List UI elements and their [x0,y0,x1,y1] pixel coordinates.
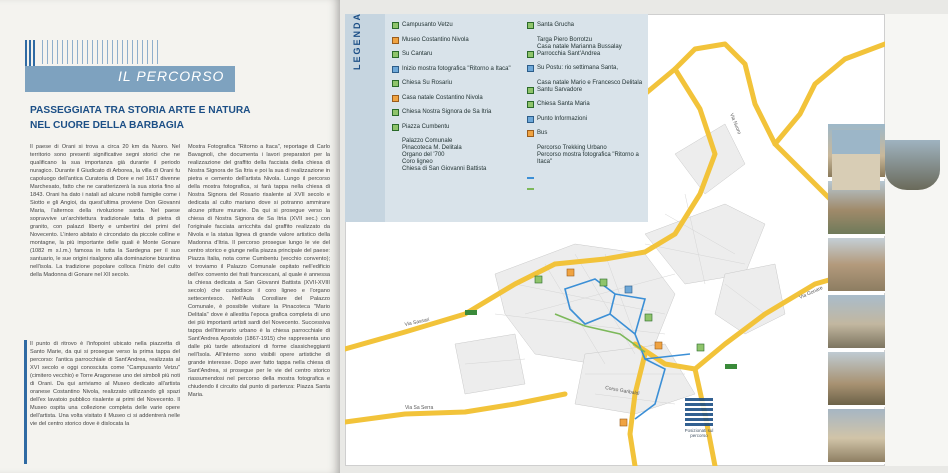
headline-line: NEL CUORE DELLA BARBAGIA [30,120,184,131]
house-icon [655,342,662,349]
fountain-icon [392,51,399,58]
legend-item [527,145,645,152]
church-icon [392,22,399,29]
photo-bowl [885,140,940,190]
bus-icon [527,130,534,137]
square-icon [392,124,399,131]
legend-item [392,66,520,73]
page-edge [885,14,948,466]
section-title: IL PERCORSO [118,68,225,84]
quote-bar [24,340,27,464]
legend-item-label: Organo del '700 [402,152,445,158]
church-icon [527,101,534,108]
legend-item [527,22,645,29]
svg-text:Via Gonare: Via Gonare [798,285,824,301]
legend-item [527,101,645,108]
legend-item [527,44,645,51]
legend-item [392,22,520,29]
legend-item-label: Targa Piero Borrotzu [537,36,593,43]
headline-line: PASSEGGIATA TRA STORIA ARTE E NATURA [30,105,251,116]
legend-item [392,159,520,166]
legend-item [527,87,645,94]
road-number-badge [465,310,477,315]
photo-line-sample [527,188,534,190]
qr-code[interactable] [685,398,713,426]
photo-icon [625,286,632,293]
legend-item [527,51,645,58]
church-icon [527,51,534,58]
legend-item [527,130,645,137]
photo-chapel [828,409,885,464]
legend-item-label: Chiesa Nostra Signora de Sa Itria [402,109,492,115]
legend-item-label: Museo Costantino Nivola [402,36,469,43]
legend-item [392,152,520,159]
legend-side-tab [345,11,385,222]
church-icon [535,276,542,283]
left-page [0,0,340,473]
svg-text:Corso Garibaldi: Corso Garibaldi [604,385,640,398]
legend-item [392,95,520,102]
qr-label: Posizionati sul percorso [684,428,714,438]
bus-icon [620,419,627,426]
legend-item-label: Casa natale Marianna Bussalay [537,43,622,50]
legend-item-label: Inizio mostra fotografica "Ritorno a Itaca" [402,65,511,72]
photo-facade [828,295,885,350]
legend-item [527,65,645,72]
legend-item-label: Bus [537,130,548,136]
legend-item-label: Santa Grucha [537,22,575,28]
photo-building [828,238,885,293]
body-column-1: Il paese di Orani si trova a circa 20 km da Nuoro. Nel territorio sono presenti significative segni storici che ne qualificano la sua importanza già durante il periodo nuragico. Durante il Giudicato di Arborea, la villa di Orani fu capoluogo dell'antica Curatoria di Dore e nel 1617 divenne Marchesato, fatto che ne caratterizzerà la sua storia fino al 1843. Orani ha dato i natali ad alcune nobili famiglie come i Siotto e gli Angioi, da quest'ultima proviene Don Giovanni Maria, l'alternos della rivoluzione sarda. Nel paese sopravvive un'architettura tradizionale fatta di pietra di granito, con palazzi liberty e umbertini dei primi del Novecento. L'intero abitato è circondato da piccole colline e montagne, la più importante delle quali è Monte Gonare (1082 m s.l.m.) famosa in tutta la Sardegna per il suo santuario, le sue origini risalgono alla dominazione bizantina nell'isola. La tradizione popolare colloca l'inizio del culto della Madonna di Gonare nel XII secolo. [30,144,180,278]
legend-item [392,145,520,152]
church-icon [600,279,607,286]
church-icon [392,109,399,116]
body-column-1b: Il punto di ritrovo è l'infopoint ubicato nella piazzetta di Santo Marie, da qui si prosegue verso la prima tappa del percorso: l'antica parrocchiale di Sant'Andrea, realizzata al XVI secolo e oggi conosciuta come "Campusanto Vetzu" (cimitero vecchio) e Torre Aragonese uno dei simboli più noti di Orani. Da qui arriviamo al Museo dedicato all'artista oranese Costantino Nivola, realizzato utilizzando gli spazi dell'ex lavatoio pubblico risalente ai primi del Novecento. Il Museo ospita una collezione completa delle varie opere dell'artista. Una volta visitato il Museo ci si addentrerà nelle vie del centro storico dove è dislocata la [30,341,180,427]
svg-text:Via Sa Serra: Via Sa Serra [405,405,434,411]
legend-title: LEGENDA [352,11,362,70]
body-column-2: Mostra Fotografica "Ritorno a Itaca", reportage di Carlo Bavagnoli, che documenta i lavori preparatori per la realizzazione del graffito della facciata della chiesa di Nostra Signora de Sa Itria e poi la sua di realizzazione in pietra e cemento dell'artista Nivola. Lungo il percorso della mostra fotografica, si farà tappa nella chiesa di Nostra Signora del Rosario risalente al XVII secolo e dedicata al culto mariano dove si potranno ammirare alcune pitture murarie. Da qui si prosegue verso la chiesa di Nostra Signora de Sa Itria (XVII sec.) con l'originale facciata arricchita dal graffito realizzato da Nivola e la statua lignea di grande valore artistico della Madonna d'Itria. Il percorso prosegue lungo le vie del centro storico e giunge nella piazza principale del paese: Piazza Italia, nota come Cumbentu (vecchio convento); vi troviamo il Palazzo Comunale ospitato nell'edificio dell'ex convento dei frati francescani, al quale è annessa la chiesa dedicata a San Giovanni Battista (XVII-XVIII secolo) che custodisce il coro ligneo e l'organo settecentesco. Nell'Aula Consiliare del Palazzo Comunale, è possibile visitare la Pinacoteca "Mario Delitala" dove è allestita l'epoca grafica completa di uno dei più importanti artisti sardi del Novecento. Successiva tappa dell'itinerario urbano è la chiesa parrocchiale di Sant'Andrea Apostolo (1867-1915) che rappresenta uno dalle più tarde attestazioni di forme classicheggianti nell'Isola. All'interno sono visibili opere artistiche di grande interesse. Dopo aver fatto tappa nella chiesa di Sant'Andrea, si prosegue per le vie del centro storico riassumendosi nel percorso della mostra fotografica e chiudendo il circuito dal punto di partenza: Piazza Santa Maria. [188,144,330,398]
headline [30,103,330,133]
legend-item-label: Coro ligneo [402,159,433,165]
church-icon [392,80,399,87]
legend-item-label: Percorso mostra fotografica "Ritorno a Itaca" [537,151,639,165]
legend-item [392,109,520,116]
info-icon [527,65,534,72]
legend-item-label: Su Postu: rio settimana Santa, [537,65,619,71]
legend-item-label: Pinacoteca M. Delitala [402,145,462,151]
legend-item-label: Punto Informazioni [537,115,588,122]
photo-church-tower [832,130,880,190]
legend-item-label: Santu Sarvadore [537,86,583,93]
legend-item [392,37,520,44]
trekking-line-sample [527,177,534,179]
legend-item [527,80,645,87]
svg-text:Via Sassari: Via Sassari [404,316,431,328]
legend-item [392,138,520,145]
legend-item-label: Palazzo Comunale [402,138,453,144]
legend-item [392,80,520,87]
legend-item [527,37,645,44]
museum-icon [392,37,399,44]
church-icon [527,87,534,94]
legend-item-label: Piazza Cumbentu [402,123,450,130]
legend-item [527,116,645,123]
museum-icon [567,269,574,276]
legend-item-label: Percorso Trekking Urbano [537,144,607,151]
photo-square [828,352,885,407]
legend-item-label: Parrocchia Sant'Andrea [537,50,601,57]
legend-item [392,51,520,58]
legend-item [392,124,520,131]
legend-item [392,166,520,173]
svg-text:Via Nuoro: Via Nuoro [728,112,743,136]
photo-icon [392,66,399,73]
info-icon [527,116,534,123]
road-southwest [345,394,565,422]
legend-item-label: Chiesa di San Giovanni Battista [402,166,487,172]
church-icon [697,344,704,351]
legend-item [527,152,645,166]
legend-item-label: Casa natale Costantino Nivola [402,94,483,101]
decorative-stripes [42,40,162,64]
legend-item-label: Campusanto Vetzu [402,22,453,28]
legend-item-label: Su Cantaru [402,51,433,57]
legend-item-label: Casa natale Mario e Francesco Delitala [537,79,643,86]
house-icon [392,95,399,102]
church-icon [645,314,652,321]
legend-item-label: Chiesa Santa Maria [537,101,590,107]
road-number-badge [725,364,737,369]
church-icon [527,22,534,29]
legend-item-label: Chiesa Su Rosariu [402,80,453,86]
